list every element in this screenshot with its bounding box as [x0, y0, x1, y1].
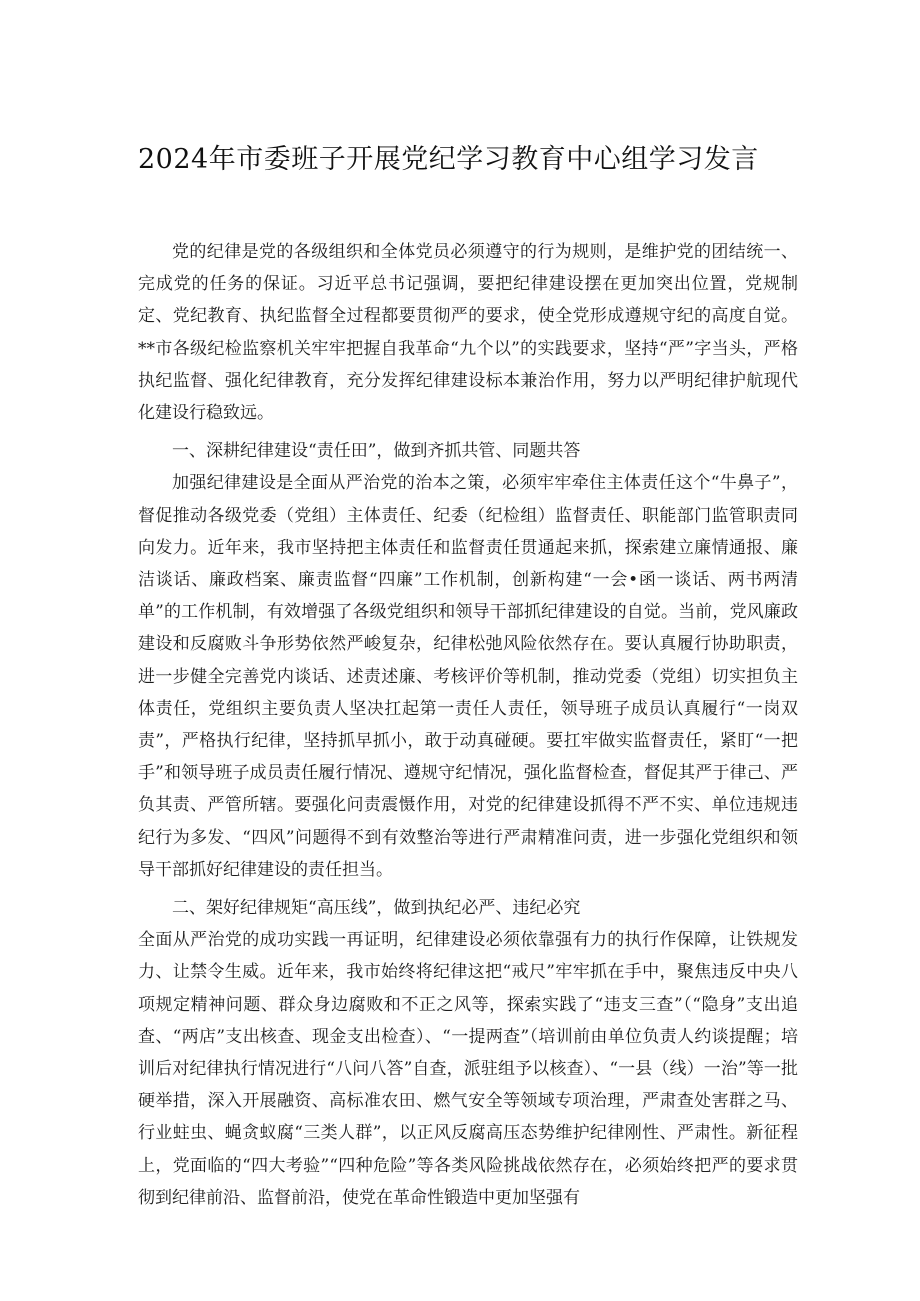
intro-paragraph: 党的纪律是党的各级组织和全体党员必须遵守的行为规则，是维护党的团结统一、完成党的任务的保证。习近平总书记强调，要把纪律建设摆在更加突出位置，党规制定、党纪教育、执纪监督全过程都要贯彻严的要求，使全党形成遵规守纪的高度自觉。**市各级纪检监察机关牢牢把握自我革命“九个以”的实践要求，坚持“严”字当头，严格执纪监督、强化纪律教育，充分发挥纪律建设标本兼治作用，努力以严明纪律护航现代化建设行稳致远。: [138, 242, 798, 424]
section-1-paragraph: 加强纪律建设是全面从严治党的治本之策，必须牢牢牵住主体责任这个“牛鼻子”，督促推动各级党委（党组）主体责任、纪委（纪检组）监督责任、职能部门监管职责同向发力。近年来，我市坚持把主体责任和监督责任贯通起来抓，探索建立廉情通报、廉洁谈话、廉政档案、廉责监督“四廉”工作机制，创新构建“一会•函一谈话、两书两清单”的工作机制，有效增强了各级党组织和领导干部抓纪律建设的自觉。当前，党风廉政建设和反腐败斗争形势依然严峻复杂，纪律松弛风险依然存在。要认真履行协助职责，进一步健全完善党内谈话、述责述廉、考核评价等机制，推动党委（党组）切实担负主体责任，党组织主要负责人坚决扛起第一责任人责任，领导班子成员认真履行“一岗双责”，严格执行纪律，坚持抓早抓小，敢于动真碰硬。要扛牢做实监督责任，紧盯“一把手”和领导班子成员责任履行情况、遵规守纪情况，强化监督检查，督促其严于律己、严负其责、严管所辖。要强化问责震慑作用，对党的纪律建设抓得不严不实、单位违规违纪行为多发、“四风”问题得不到有效整治等进行严肃精准问责，进一步强化党组织和领导干部抓好纪律建设的责任担当。: [138, 473, 798, 880]
document-title: 2024年市委班子开展党纪学习教育中心组学习发言: [138, 144, 759, 175]
section-2-paragraph: 全面从严治党的成功实践一再证明，纪律建设必须依靠强有力的执行作保障，让铁规发力、让禁令生威。近年来，我市始终将纪律这把“戒尺”牢牢抓在手中，聚焦违反中央八项规定精神问题、群众身边腐败和不正之风等，探索实践了“违支三查”（“隐身”支出追查、“两店”支出核查、现金支出检查）、“一提两查”（培训前由单位负责人约谈提醒；培训后对纪律执行情况进行“八问八答”自查，派驻组予以核查）、“一县（线）一治”等一批硬举措，深入开展融资、高标准农田、燃气安全等领域专项治理，严肃查处害群之马、行业蛀虫、蝇贪蚁腐“三类人群”，以正风反腐高压态势维护纪律刚性、严肃性。新征程上，党面临的“四大考验”“四种危险”等各类风险挑战依然存在，必须始终把严的要求贯彻到纪律前沿、监督前沿，使党在革命性锻造中更加坚强有: [138, 930, 798, 1208]
document-body: [138, 236, 798, 1214]
section-1-heading: 一、深耕纪律建设“责任田”，做到齐抓共管、同题共答: [172, 441, 581, 462]
section-2-heading: 二、架好纪律规矩“高压线”，做到执纪必严、违纪必究: [172, 898, 581, 919]
